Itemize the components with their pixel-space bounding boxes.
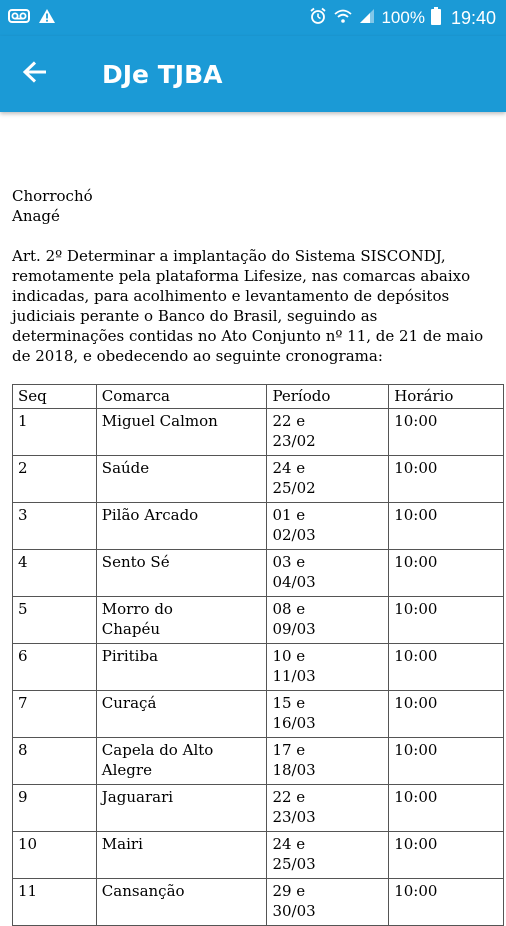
paragraph-line: determinações contidas no Ato Conjunto nº 11, de 21 de maio: [12, 327, 484, 345]
cell-horario: 10:00: [389, 644, 504, 691]
article-paragraph: [12, 246, 504, 366]
cell-periodo: 17 e 18/03: [267, 738, 389, 785]
cell-periodo: 24 e 25/02: [267, 456, 389, 503]
cell-seq: 3: [13, 503, 97, 550]
cell-seq: 2: [13, 456, 97, 503]
table-row: [13, 879, 504, 926]
cell-horario: 10:00: [389, 691, 504, 738]
table-header-row: [13, 385, 504, 409]
cell-periodo: 22 e 23/02: [267, 409, 389, 456]
app-bar: [0, 36, 506, 112]
cell-comarca: Saúde: [96, 456, 267, 503]
cell-periodo: 22 e 23/03: [267, 785, 389, 832]
cell-comarca: Piritiba: [96, 644, 267, 691]
cell-comarca: Curaçá: [96, 691, 267, 738]
table-row: [13, 691, 504, 738]
document-line-2: Anagé: [12, 207, 60, 225]
cell-comarca: Jaguarari: [96, 785, 267, 832]
signal-icon: [359, 8, 375, 29]
cell-horario: 10:00: [389, 456, 504, 503]
header-comarca: Comarca: [96, 385, 267, 409]
table-row: [13, 550, 504, 597]
cell-horario: 10:00: [389, 409, 504, 456]
paragraph-line: judiciais perante o Banco do Brasil, seguindo as: [12, 307, 378, 325]
header-horario: Horário: [389, 385, 504, 409]
cell-horario: 10:00: [389, 785, 504, 832]
cell-periodo: 15 e 16/03: [267, 691, 389, 738]
cell-periodo: 01 e 02/03: [267, 503, 389, 550]
status-right-icons: [309, 7, 496, 30]
table-row: [13, 785, 504, 832]
cell-seq: 11: [13, 879, 97, 926]
document-line-1: Chorrochó: [12, 187, 93, 205]
battery-icon: [431, 7, 441, 30]
clock: 19:40: [450, 7, 496, 28]
cell-comarca: Miguel Calmon: [96, 409, 267, 456]
header-seq: Seq: [13, 385, 97, 409]
table-body: [13, 409, 504, 926]
cell-seq: 4: [13, 550, 97, 597]
table-row: [13, 597, 504, 644]
cell-periodo: 29 e 30/03: [267, 879, 389, 926]
cell-horario: 10:00: [389, 550, 504, 597]
table-row: [13, 456, 504, 503]
table-row: [13, 832, 504, 879]
cell-comarca: Mairi: [96, 832, 267, 879]
battery-percent: 100%: [381, 8, 425, 27]
cell-comarca: Cansanção: [96, 879, 267, 926]
cell-horario: 10:00: [389, 597, 504, 644]
cell-periodo: 24 e 25/03: [267, 832, 389, 879]
cell-comarca: Sento Sé: [96, 550, 267, 597]
cell-seq: 6: [13, 644, 97, 691]
cell-seq: 8: [13, 738, 97, 785]
cell-horario: 10:00: [389, 503, 504, 550]
paragraph-line: de 2018, e obedecendo ao seguinte cronograma:: [12, 347, 383, 365]
wifi-icon: [333, 8, 353, 29]
status-left-icons: [8, 8, 56, 29]
cell-seq: 5: [13, 597, 97, 644]
document-content: [12, 186, 504, 926]
paragraph-line: Art. 2º Determinar a implantação do Sistema SISCONDJ,: [12, 247, 446, 265]
cell-periodo: 10 e 11/03: [267, 644, 389, 691]
cell-comarca: Morro do Chapéu: [96, 597, 267, 644]
voicemail-icon: [8, 8, 30, 28]
paragraph-line: remotamente pela plataforma Lifesize, nas comarcas abaixo: [12, 267, 471, 285]
cell-horario: 10:00: [389, 738, 504, 785]
table-row: [13, 409, 504, 456]
cell-periodo: 03 e 04/03: [267, 550, 389, 597]
alarm-icon: [309, 7, 327, 30]
back-button[interactable]: [0, 36, 70, 112]
arrow-back-icon: [23, 61, 47, 87]
table-row: [13, 738, 504, 785]
cell-seq: 1: [13, 409, 97, 456]
paragraph-line: indicadas, para acolhimento e levantamento de depósitos: [12, 287, 450, 305]
cell-horario: 10:00: [389, 879, 504, 926]
header-periodo: Período: [267, 385, 389, 409]
cell-seq: 10: [13, 832, 97, 879]
cell-seq: 7: [13, 691, 97, 738]
cell-horario: 10:00: [389, 832, 504, 879]
warning-icon: [38, 8, 56, 29]
table-row: [13, 503, 504, 550]
cell-periodo: 08 e 09/03: [267, 597, 389, 644]
cell-comarca: Capela do Alto Alegre: [96, 738, 267, 785]
app-title: DJe TJBA: [102, 59, 223, 89]
table-row: [13, 644, 504, 691]
cell-comarca: Pilão Arcado: [96, 503, 267, 550]
cell-seq: 9: [13, 785, 97, 832]
schedule-table: [12, 384, 504, 926]
status-bar: [0, 0, 506, 36]
